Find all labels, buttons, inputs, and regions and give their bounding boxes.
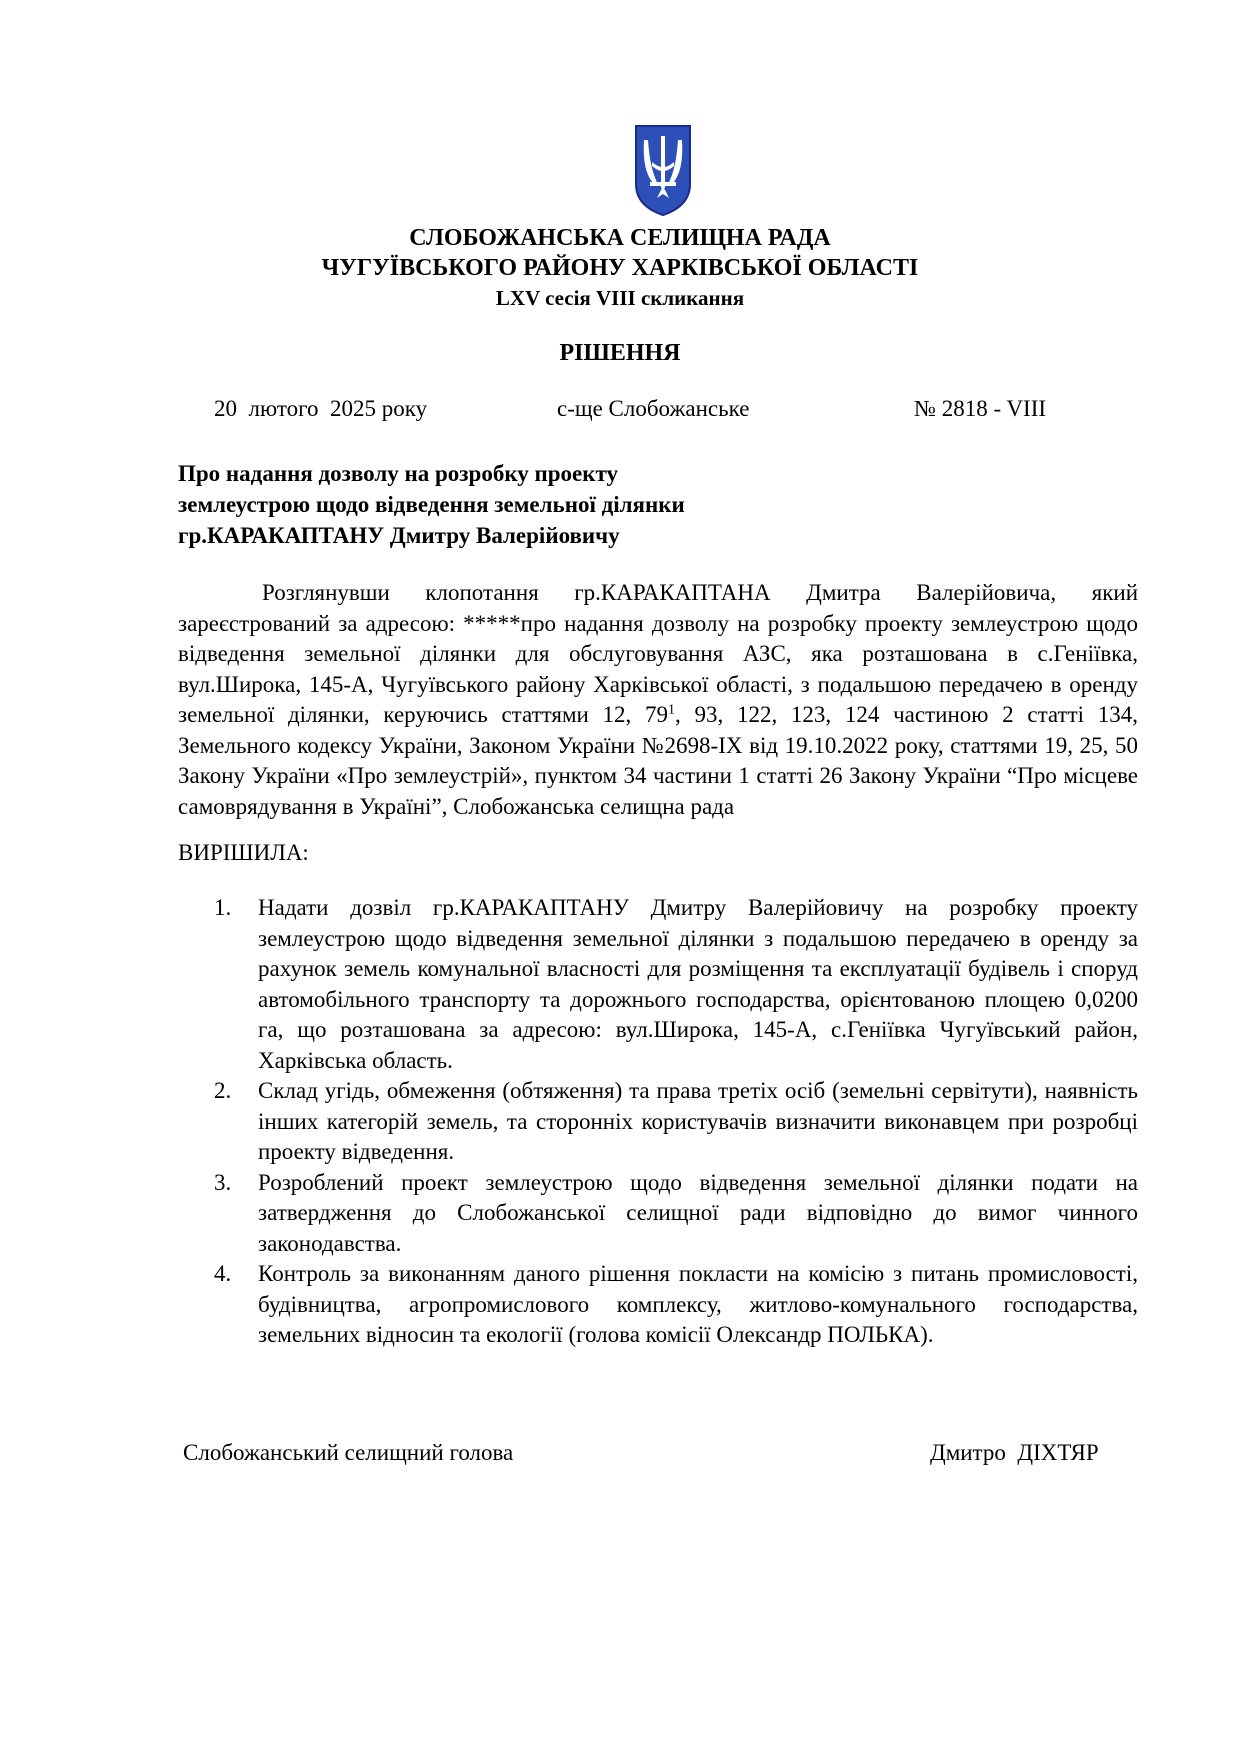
decision-place: с-ще Слобожанське — [557, 396, 750, 421]
subject-line: гр.КАРАКАПТАНУ Дмитру Валерійовичу — [178, 523, 620, 548]
preamble-text: , 93, 122, 123, 124 частиною 2 статті 134, Земельного кодексу України, Законом України №2698-ІХ від 19.10.2022 року, статтями 19, 25, 50 Закону України «Про землеустрій», пунктом 34 частини 1 статті 26 Закону України “Про місцеве самоврядування в Україні”, Слобожанська селищна рада — [178, 702, 1138, 819]
decision-subject — [178, 458, 898, 551]
coat-of-arms-trident-icon — [632, 122, 694, 218]
decision-items — [178, 893, 1138, 1351]
preamble-paragraph — [178, 578, 1138, 822]
item-text: Надати дозвіл гр.КАРАКАПТАНУ Дмитру Валерійовичу на розробку проекту землеустрою щодо відведення земельної ділянки з подальшою передачею в оренду за рахунок земель комунальної власності для розміщення та експлуатації будівель і споруд автомобільного транспорту та дорожнього господарства, орієнтованою площею 0,0200 га, що розташована за адресою: вул.Широка, 145-А, с.Геніївка Чугуївський район, Харківська область. — [258, 895, 1138, 1073]
subject-line: землеустрою щодо відведення земельної ділянки — [178, 492, 685, 517]
item-number: 1. — [214, 895, 232, 920]
session-info: LXV сесія VIII скликання — [495, 286, 745, 310]
item-text: Склад угідь, обмеження (обтяження) та права третіх осіб (земельні сервітути), наявність інших категорій земель, та сторонніх користувачів визначити виконавцем при розробці проекту відведення. — [258, 1078, 1138, 1164]
council-name: СЛОБОЖАНСЬКА СЕЛИЩНА РАДА — [409, 225, 831, 251]
list-item — [178, 893, 1138, 1076]
resolved-heading: ВИРІШИЛА: — [178, 840, 309, 865]
subject-line: Про надання дозволу на розробку проекту — [178, 461, 619, 486]
preamble-superscript: 1 — [668, 702, 676, 718]
signatory-name: Дмитро ДІХТЯР — [930, 1440, 1099, 1465]
list-item — [178, 1168, 1138, 1260]
item-text: Розроблений проект землеустрою щодо відведення земельної ділянки подати на затвердження до Слобожанської селищної ради відповідно до вимог чинного законодавства. — [258, 1169, 1138, 1256]
item-number: 4. — [214, 1261, 232, 1286]
decision-date: 20 лютого 2025 року — [214, 396, 428, 421]
list-item — [178, 1076, 1138, 1168]
item-text: Контроль за виконанням даного рішення покласти на комісію з питань промисловості, будівництва, агропромислового комплексу, житлово-комунального господарства, земельних відносин та екології (голова комісії Олександр ПОЛЬКА). — [258, 1261, 1138, 1347]
item-number: 2. — [214, 1078, 232, 1103]
signatory-position: Слобожанський селищний голова — [183, 1440, 514, 1465]
list-item — [178, 1259, 1138, 1351]
preamble-text: Розглянувши клопотання гр.КАРАКАПТАНА Дмитра Валерійовича, який зареєстрований за адресою: *****про надання дозволу на розробку проекту землеустрою щодо відведення земельної ділянки для обслуговування АЗС, яка розташована в с.Геніївка, вул.Широка, 145-А, Чугуївського району Харківської області, з подальшою передачею в оренду земельної ділянки, керуючись статтями 12, 79 — [178, 580, 1138, 727]
council-region: ЧУГУЇВСЬКОГО РАЙОНУ ХАРКІВСЬКОЇ ОБЛАСТІ — [321, 255, 919, 281]
document-title: РІШЕННЯ — [559, 340, 681, 366]
item-number: 3. — [214, 1169, 232, 1195]
decision-number: № 2818 - VIII — [914, 396, 1047, 421]
